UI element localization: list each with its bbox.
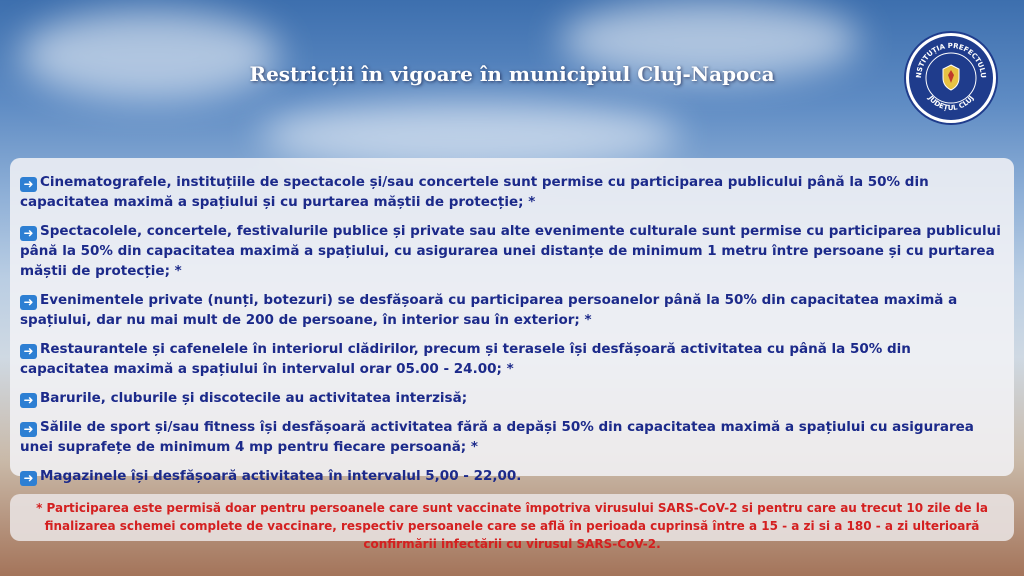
restrictions-panel <box>10 158 1014 485</box>
restriction-item <box>20 172 1004 212</box>
restriction-item <box>20 290 1004 330</box>
right-arrow-icon: ➜ <box>20 471 37 486</box>
restriction-text: Cinematografele, instituțiile de spectacole și/sau concertele sunt permise cu participarea publicului până la 50% din capacitatea maximă a spațiului și cu purtarea măștii de protecție; * <box>20 174 929 210</box>
vaccination-footnote: * Participarea este permisă doar pentru persoanele care sunt vaccinate împotriva virusului SARS-CoV-2 si pentru care au trecut 10 zile de la finalizarea schemei complete de vaccinare, respectiv persoanele care se află în perioada cuprinsă între a 15 - a zi si a 180 - a zi ulterioară confirmării infectării cu virusul SARS-CoV-2. <box>10 494 1014 541</box>
restriction-item <box>20 417 1004 457</box>
right-arrow-icon: ➜ <box>20 422 37 437</box>
prefecture-seal-logo <box>906 33 996 123</box>
restriction-item <box>20 339 1004 379</box>
restriction-item <box>20 221 1004 281</box>
restriction-text: Restaurantele și cafenelele în interiorul clădirilor, precum și terasele își desfășoară activitatea cu până la 50% din capacitatea maximă a spațiului în intervalul orar 05.00 - 24.00; * <box>20 341 911 377</box>
right-arrow-icon: ➜ <box>20 393 37 408</box>
right-arrow-icon: ➜ <box>20 226 37 241</box>
right-arrow-icon: ➜ <box>20 344 37 359</box>
restriction-text: Barurile, cluburile și discotecile au activitatea interzisă; <box>40 390 468 406</box>
right-arrow-icon: ➜ <box>20 295 37 310</box>
svg-text:JUDEȚUL CLUJ: JUDEȚUL CLUJ <box>926 94 976 113</box>
svg-text:INSTITUȚIA PREFECTULUI: NSTITUȚIA PREFECTULU <box>914 41 988 79</box>
right-arrow-icon: ➜ <box>20 177 37 192</box>
restriction-text: Magazinele își desfășoară activitatea în intervalul 5,00 - 22,00. <box>40 468 522 484</box>
restriction-text: Spectacolele, concertele, festivalurile publice și private sau alte evenimente culturale sunt permise cu participarea publicului până la 50% din capacitatea maximă a spațiului, cu asigurarea unei distanțe de minimum 1 metru între persoane și cu purtarea măștii de protecție; * <box>20 223 1001 279</box>
page-title: Restricții în vigoare în municipiul Cluj-Napoca <box>249 62 775 86</box>
restriction-text: Evenimentele private (nunți, botezuri) se desfășoară cu participarea persoanelor până la 50% din capacitatea maximă a spațiului, dar nu mai mult de 200 de persoane, în interior sau în exterior; * <box>20 292 958 328</box>
coat-of-arms-icon <box>939 63 963 91</box>
restriction-item <box>20 388 1004 408</box>
restriction-item <box>20 466 1004 486</box>
restriction-text: Sălile de sport și/sau fitness își desfășoară activitatea fără a depăși 50% din capacitatea maximă a spațiului cu asigurarea unei suprafețe de minimum 4 mp pentru fiecare persoană; * <box>20 419 974 455</box>
